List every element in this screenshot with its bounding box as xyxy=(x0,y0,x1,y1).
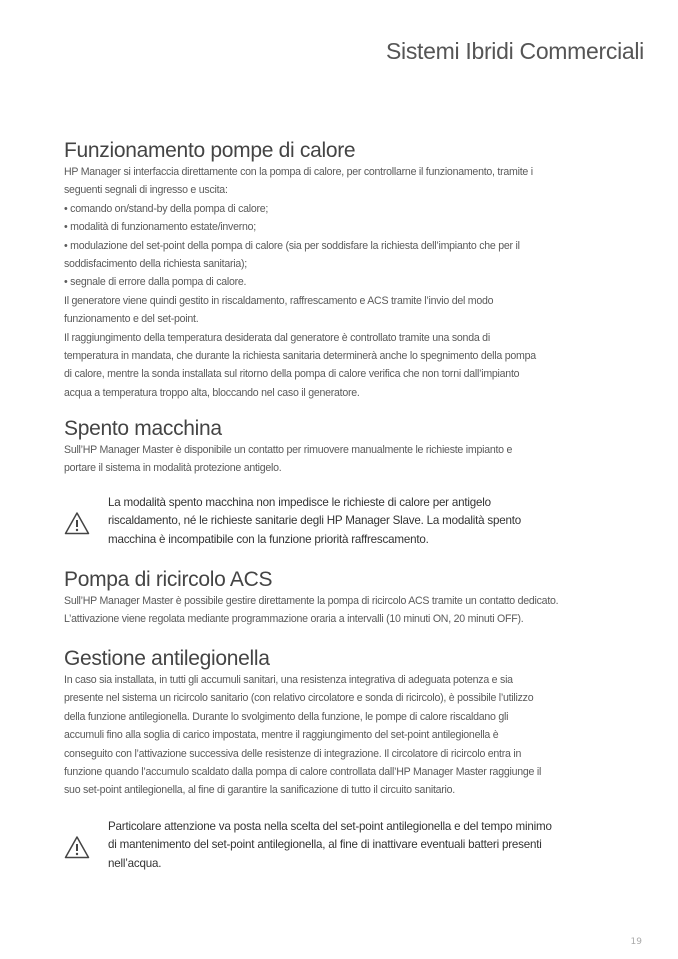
text-line: riscaldamento, né le richieste sanitarie degli HP Manager Slave. La modalità spento xyxy=(108,514,522,528)
text-line: • comando on/stand-by della pompa di calore; xyxy=(64,202,269,215)
section-heading: Pompa di ricircolo ACS xyxy=(64,568,273,591)
text-line: suo set-point antilegionella, al fine di garantire la sanificazione di tutto il circuito sanitario. xyxy=(64,784,455,797)
text-line: La modalità spento macchina non impedisce le richieste di calore per antigelo xyxy=(108,496,491,509)
text-line: funzionamento e del set-point. xyxy=(64,313,199,326)
text-line: Il generatore viene quindi gestito in riscaldamento, raffrescamento e ACS tramite l’invio del modo xyxy=(64,294,494,307)
text-line: acqua a temperatura troppo alta, bloccando nel caso il generatore. xyxy=(64,386,360,399)
warning-text xyxy=(108,494,521,549)
section-heading: Funzionamento pompe di calore xyxy=(64,139,356,162)
section-body xyxy=(64,592,624,629)
text-line: di calore, mentre la sonda installata sul ritorno della pompa di calore verifica che non torni dall’impianto xyxy=(64,368,520,381)
text-line: soddisfacimento della richiesta sanitaria); xyxy=(64,258,247,271)
warning-triangle-icon xyxy=(64,511,90,535)
section-funzionamento-pompe xyxy=(64,139,624,402)
section-pompa-ricircolo xyxy=(64,568,624,629)
text-line: Sull’HP Manager Master è disponibile un contatto per rimuovere manualmente le richieste impianto e xyxy=(64,444,513,456)
text-line: seguenti segnali di ingresso e uscita: xyxy=(64,184,228,197)
text-line: Particolare attenzione va posta nella scelta del set-point antilegionella e del tempo minimo xyxy=(108,820,552,833)
section-spento-macchina xyxy=(64,417,624,478)
text-line: presente nel sistema un ricircolo sanitario (con relativo circolatore e sonda di ricircolo), è possibile l’utilizzo xyxy=(64,692,534,705)
text-line: L’attivazione viene regolata mediante programmazione oraria a intervalli (10 minuti ON, 20 minuti OFF). xyxy=(64,613,524,626)
text-line: di mantenimento del set-point antilegionella, al fine di inattivare eventuali batteri presenti xyxy=(108,838,542,852)
section-gestione-antilegionella xyxy=(64,647,624,800)
text-line: • segnale di errore dalla pompa di calore. xyxy=(64,276,247,289)
text-line: macchina è incompatibile con la funzione priorità raffrescamento. xyxy=(108,532,429,546)
text-line: • modulazione del set-point della pompa di calore (sia per soddisfare la richiesta dell’impianto che per il xyxy=(64,239,520,252)
section-body xyxy=(64,671,624,800)
section-body xyxy=(64,163,624,402)
section-heading: Spento macchina xyxy=(64,417,222,440)
text-line: funzione quando l’accumulo scaldato dalla pompa di calore controllata dall’HP Manager Master raggiunge il xyxy=(64,766,542,779)
text-line: In caso sia installata, in tutti gli accumuli sanitari, una resistenza integrativa di adeguata potenza e sia xyxy=(64,674,513,686)
text-line: HP Manager si interfaccia direttamente con la pompa di calore, per controllarne il funzionamento, tramite i xyxy=(64,166,533,178)
warning-text xyxy=(108,818,552,873)
text-line: temperatura in mandata, che durante la richiesta sanitaria determinerà anche lo spegnimento della pompa xyxy=(64,350,536,363)
section-body xyxy=(64,441,624,478)
warning-triangle-icon xyxy=(64,835,90,859)
text-line: nell’acqua. xyxy=(108,856,162,870)
document-header-title: Sistemi Ibridi Commerciali xyxy=(385,38,644,64)
text-line: • modalità di funzionamento estate/inverno; xyxy=(64,221,257,234)
text-line: della funzione antilegionella. Durante lo svolgimento della funzione, le pompe di calore riscaldano gli xyxy=(64,710,509,723)
text-line: Sull’HP Manager Master è possibile gestire direttamente la pompa di ricircolo ACS tramite un contatto dedicato. xyxy=(64,595,559,607)
section-heading: Gestione antilegionella xyxy=(64,647,270,670)
text-line: Il raggiungimento della temperatura desiderata dal generatore è controllato tramite una sonda di xyxy=(64,331,490,344)
page-number: 19 xyxy=(630,937,642,947)
text-line: accumuli fino alla soglia di carico impostata, mentre il raggiungimento del set-point antilegionella è xyxy=(64,729,499,742)
text-line: conseguito con l’attivazione successiva delle resistenze di integrazione. Il circolatore di ricircolo entra in xyxy=(64,747,522,760)
text-line: portare il sistema in modalità protezione antigelo. xyxy=(64,462,282,475)
